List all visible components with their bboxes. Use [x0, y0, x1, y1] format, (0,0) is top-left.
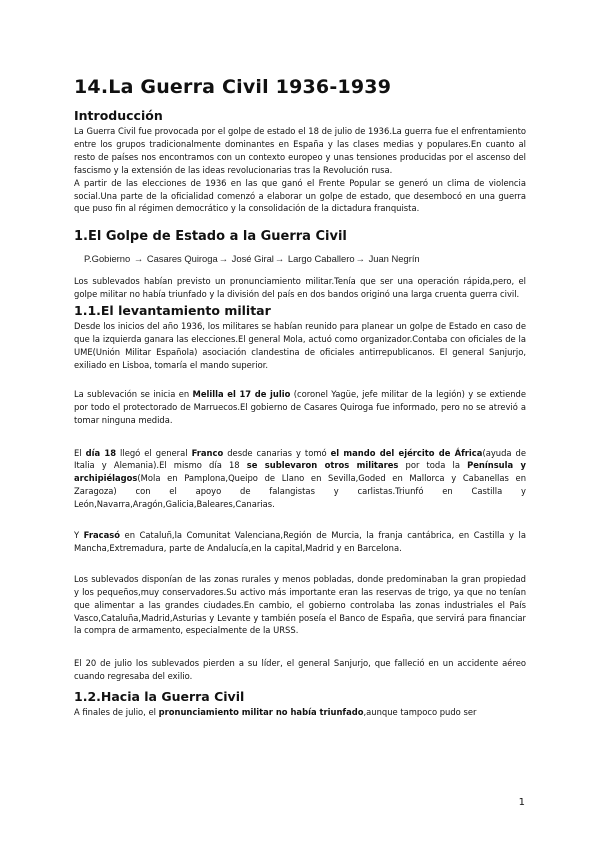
- arrow-right-icon: →: [133, 253, 144, 265]
- text-run: en Cataluñ,la Comunitat Valenciana,Región de Murcia, la franja cantábrica, en Castilla y la Mancha,Extremadura, parte de Andalucía,en la capital,Madrid y en Barcelona.: [74, 530, 526, 553]
- text-run: (coronel Yagüe, jefe militar de la legión) y se extiende por todo el protectorado de Marruecos.El gobierno de Casares Quiroga fue informado, pero no se atrevió a tomar ninguna medida.: [74, 388, 527, 425]
- text-run: ,aunque tampoco pudo ser: [363, 707, 477, 718]
- section-1-heading: 1.El Golpe de Estado a la Guerra Civil: [74, 229, 347, 245]
- arrow-right-icon: →: [274, 253, 285, 265]
- bold-run: el mando del ejército de África: [330, 447, 483, 458]
- text-run: A finales de julio, el: [74, 707, 159, 718]
- section-1-2-paragraph-1: [74, 706, 526, 719]
- text-run: (ayuda de Italia y Alemania).El mismo día 18: [74, 447, 527, 471]
- page-content: [74, 76, 526, 719]
- bold-run: Fracasó: [83, 530, 120, 541]
- intro-paragraph-1: La Guerra Civil fue provocada por el golpe de estado el 18 de julio de 1936.La guerra fue el enfrentamiento entre los grupos tradicionalmente dominantes en España y las clases medias y populares.En cuanto al resto de países nos encontramos con un contexto europeo y unas tensiones producidas por el ascenso del fascismo y la extensión de las ideas revolucionarias tras la Revolución rusa.: [74, 126, 526, 175]
- section-1-1-paragraph-6: El 20 de julio los sublevados pierden a su líder, el general Sanjurjo, que falleció en un accidente aéreo cuando regresaba del exilio.: [74, 658, 526, 682]
- chain-item-4: Largo Caballero: [287, 253, 355, 265]
- section-1-paragraph-1: Los sublevados habían previsto un pronunciamiento militar.Tenía que ser una operación rápida,pero, el golpe militar no había triunfado y la división del país en dos bandos originó una larga cruenta guerra civil.: [74, 276, 526, 300]
- chain-item-3: José Giral: [231, 253, 274, 265]
- section-1-1-heading: 1.1.El levantamiento militar: [74, 303, 271, 319]
- section-1-1-paragraph-4: [74, 529, 526, 555]
- chain-item-2: Casares Quiroga: [146, 253, 218, 265]
- bold-run: pronunciamiento militar no había triunfado: [158, 707, 364, 718]
- presidents-chain: [84, 252, 526, 265]
- bold-run: Franco: [191, 447, 224, 458]
- bold-run: Melilla el 17 de julio: [192, 388, 291, 399]
- bold-run: Península y archipiélagos: [74, 460, 526, 484]
- text-run: llegó el general: [116, 447, 192, 458]
- section-1-1-paragraph-1: Desde los inicios del año 1936, los militares se habían reunido para planear un golpe de Estado en caso de que la izquierda ganara las elecciones.El general Mola, actuó como organizador.Contaba con oficiales de la UME(Unión Militar Española) asociación clandestina de oficiales antirrepublicanos. El general Sanjurjo, exiliado en Lisboa, tomaría el mando superior.: [74, 321, 526, 370]
- arrow-right-icon: →: [218, 253, 229, 265]
- section-1-1-paragraph-3: [74, 447, 526, 512]
- bold-run: día 18: [85, 447, 117, 458]
- text-run: por toda la: [398, 460, 468, 471]
- bold-run: se sublevaron otros militares: [246, 460, 399, 471]
- text-run: (Mola en Pamplona,Queipo de Llano en Sevilla,Goded en Mallorca y Cabanellas en Zaragoza) con el apoyo de falangistas y carlistas.Triunfó en Castilla y León,Navarra,Aragón,Galicia,Baleares,Canarias.: [74, 473, 526, 510]
- section-1-2-heading: 1.2.Hacia la Guerra Civil: [74, 689, 245, 705]
- text-run: La sublevación se inicia en: [74, 388, 193, 399]
- chain-item-1: P.Gobierno: [84, 253, 131, 265]
- text-run: desde canarias y tomó: [223, 447, 331, 458]
- chain-item-5: Juan Negrín: [368, 253, 420, 265]
- intro-heading: Introducción: [74, 108, 163, 123]
- arrow-right-icon: →: [355, 253, 365, 265]
- text-run: El: [74, 447, 86, 458]
- text-run: Y: [74, 530, 84, 541]
- intro-paragraph-2: A partir de las elecciones de 1936 en las que ganó el Frente Popular se generó un clima de violencia social.Una parte de la oficialidad comenzó a elaborar un golpe de estado, que desembocó en una guerra que puso fin al régimen democrático y la consolidación de la dictadura franquista.: [74, 177, 526, 214]
- section-1-1-paragraph-5: Los sublevados disponían de las zonas rurales y menos pobladas, donde predominaban la gran propiedad y los pequeños,muy conservadores.Su activo más importante eran las reservas de trigo, ya que no tenían que alimentar a las grandes ciudades.En cambio, el gobierno controlaba las zonas industriales el País Vasco,Cataluña,Madrid,Asturias y Levante y también poseía el Banco de España, que servirá para financiar la compra de armamento, especialmente de la URSS.: [74, 573, 526, 636]
- page-number: 1: [518, 797, 525, 808]
- page-title: 14.La Guerra Civil 1936-1939: [74, 76, 392, 98]
- section-1-1-paragraph-2: [74, 388, 526, 427]
